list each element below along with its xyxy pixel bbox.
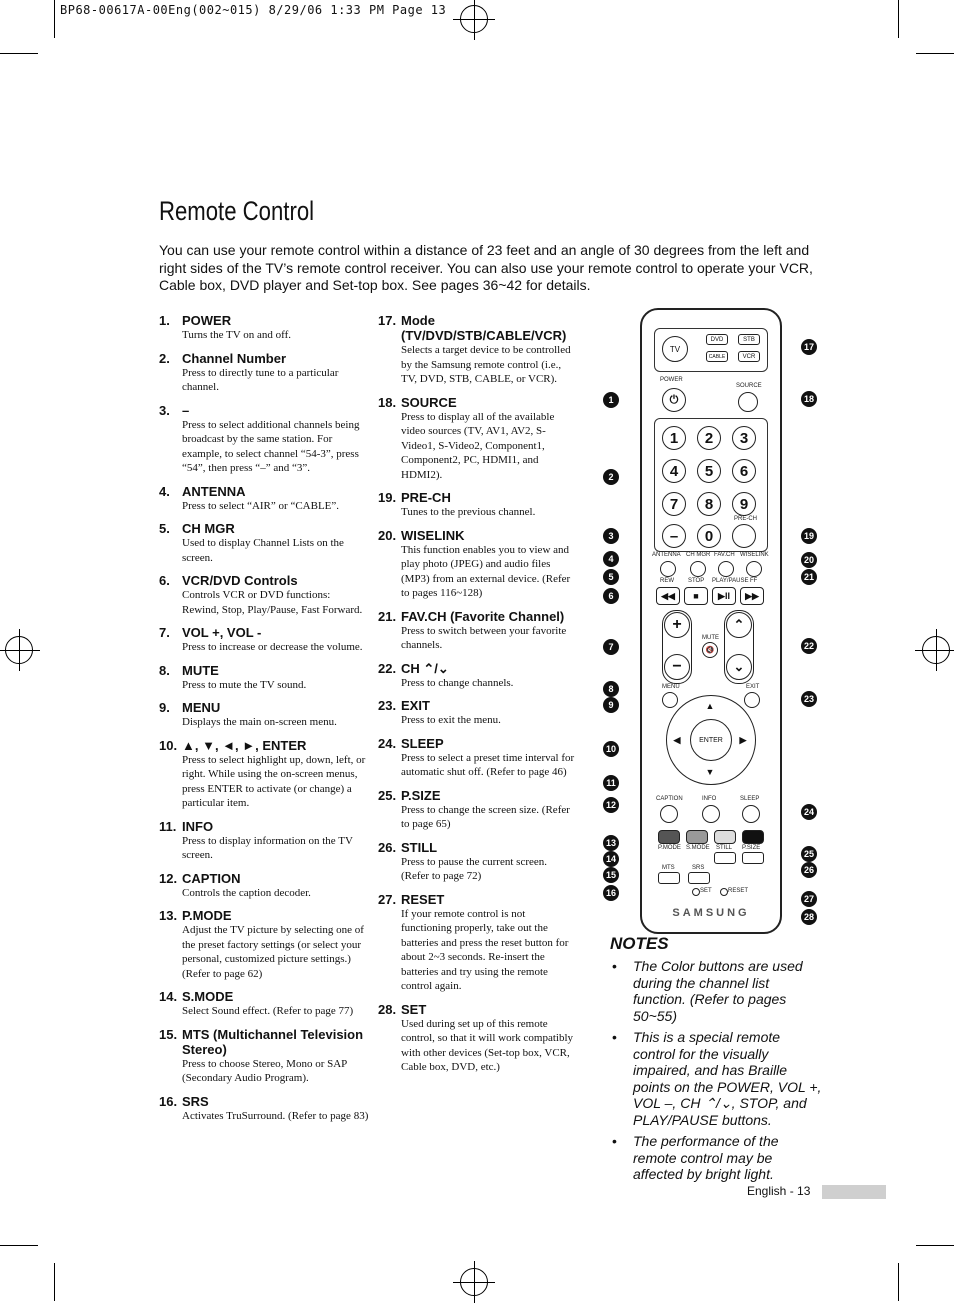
print-slug: BP68-00617A-00Eng(002~015) 8/29/06 1:33 PM Page 13 [60, 3, 447, 17]
reset-label: RESET [728, 888, 749, 894]
numbered-item [159, 663, 369, 693]
callout-22: 22 [801, 638, 817, 654]
left-arrow-button[interactable]: ◀ [670, 732, 684, 748]
item-description: Press to change channels. [401, 676, 514, 689]
source-button[interactable] [738, 392, 758, 412]
item-heading: CH ⌃/⌄ [401, 660, 449, 676]
crop-mark [898, 1263, 899, 1301]
items-column-1 [159, 313, 369, 1131]
digit-3-button[interactable]: 3 [732, 426, 756, 450]
item-description: Press to pause the current screen. (Refer to page 72) [401, 855, 548, 882]
callout-13: 13 [603, 835, 619, 851]
item-number: 27. [378, 891, 397, 907]
playpause-button[interactable]: ▶II [712, 587, 736, 605]
crop-mark [916, 53, 954, 54]
item-description: Displays the main on-screen menu. [182, 716, 337, 728]
still-button[interactable] [714, 852, 736, 864]
up-arrow-button[interactable]: ▲ [702, 699, 718, 713]
item-description: Used to display Channel Lists on the screen. [182, 537, 344, 564]
numbered-item [378, 395, 576, 483]
still-color-button[interactable] [714, 830, 736, 844]
stop-label: STOP [688, 578, 705, 584]
digit-9-button[interactable]: 9 [732, 492, 756, 516]
digit-8-button[interactable]: 8 [697, 492, 721, 516]
item-heading: P.SIZE [401, 787, 441, 803]
cable-mode-button[interactable]: CABLE [706, 351, 728, 362]
samsung-logo: SAMSUNG [672, 907, 750, 919]
item-number: 28. [378, 1001, 397, 1017]
footer-bar [822, 1185, 886, 1199]
exit-button[interactable] [744, 692, 760, 708]
callout-18: 18 [801, 391, 817, 407]
vol-down-button[interactable]: − [664, 654, 690, 680]
item-number: 25. [378, 787, 397, 803]
item-number: 13. [159, 908, 178, 923]
item-number: 22. [378, 660, 397, 676]
item-number: 15. [159, 1026, 178, 1042]
numbered-item [378, 661, 576, 691]
item-description: This function enables you to view and play photo (JPEG) and audio files (MP3) from an external device. (Refer to pages 116~128) [401, 543, 571, 599]
item-heading: Channel Number [182, 350, 287, 366]
item-number: 21. [378, 608, 397, 624]
numbered-item [159, 871, 369, 901]
callout-19: 19 [801, 528, 817, 544]
item-heading: VCR/DVD Controls [182, 573, 298, 588]
callout-25: 25 [801, 846, 817, 862]
sleep-label: SLEEP [740, 796, 760, 802]
smode-color-button[interactable] [686, 830, 708, 844]
numbered-item [159, 625, 369, 655]
numbered-item [378, 698, 576, 728]
digit-2-button[interactable]: 2 [697, 426, 721, 450]
item-heading: ▲, ▼, ◄, ►, ENTER [182, 737, 307, 753]
wiselink-button[interactable] [746, 561, 762, 577]
down-arrow-button[interactable]: ▼ [702, 765, 718, 779]
digit-6-button[interactable]: 6 [732, 459, 756, 483]
set-label: SET [700, 888, 712, 894]
favch-button[interactable] [718, 561, 734, 577]
mts-label: MTS [662, 865, 675, 871]
note-item: • This is a special remote control for the visually impaired, and has Braille points on the POWER, VOL +, VOL –, CH ⌃/⌄, STOP, and PLAY/PAUSE buttons. [610, 1029, 825, 1128]
callout-12: 12 [603, 797, 619, 813]
item-description: Press to directly tune to a particular channel. [182, 366, 339, 393]
item-heading: STILL [401, 839, 438, 855]
rew-button[interactable]: ◀◀ [656, 587, 680, 605]
antenna-label: ANTENNA [652, 552, 681, 558]
prech-label: PRE-CH [734, 516, 758, 522]
registration-mark [922, 636, 950, 664]
registration-mark [460, 1268, 488, 1296]
item-description: Press to display information on the TV screen. [182, 834, 353, 861]
item-description: Turns the TV on and off. [182, 329, 291, 341]
crop-mark [54, 1263, 55, 1301]
dash-button[interactable]: – [662, 524, 686, 548]
digit-1-button[interactable]: 1 [662, 426, 686, 450]
item-number: 7. [159, 625, 170, 640]
exit-label: EXIT [746, 684, 760, 690]
pmode-label: P.MODE [658, 845, 681, 851]
item-number: 14. [159, 989, 178, 1004]
crop-mark [898, 0, 899, 38]
item-description: Press to switch between your favorite channels. [401, 624, 567, 651]
numbered-item [378, 313, 576, 387]
item-heading: RESET [401, 891, 445, 907]
item-description: Adjust the TV picture by selecting one of the preset factory settings (or select your personal, customized picture settings.) (Refer to page 62) [182, 924, 364, 980]
srs-button[interactable] [688, 872, 710, 884]
notes-heading: NOTES [610, 934, 669, 953]
callout-10: 10 [603, 741, 619, 757]
item-heading: CH MGR [182, 521, 235, 536]
item-number: 4. [159, 483, 170, 499]
item-number: 1. [159, 313, 170, 328]
favch-label: FAV.CH [714, 552, 735, 558]
item-heading: SLEEP [401, 735, 444, 751]
numbered-item [159, 989, 369, 1019]
smode-label: S.MODE [686, 845, 710, 851]
registration-mark [460, 5, 488, 33]
reset-button[interactable] [720, 888, 728, 896]
callout-7: 7 [603, 639, 619, 655]
item-description: Tunes to the previous channel. [401, 506, 536, 518]
wiselink-label: WISELINK [740, 552, 769, 558]
item-heading: CAPTION [182, 870, 241, 886]
item-heading: MENU [182, 700, 221, 715]
callout-1: 1 [603, 392, 619, 408]
srs-label: SRS [692, 865, 705, 871]
item-description: Press to select additional channels being broadcast by the same station. For example, to select channel “54-3”, press “54”, then press “–” and “3”. [182, 418, 360, 474]
item-description: Used during set up of this remote control, so that it will work compatibly with other devices (Set-top box, VCR, Cable box, DVD, etc.) [401, 1017, 574, 1073]
source-label: SOURCE [736, 383, 762, 389]
item-heading: – [182, 402, 190, 418]
numbered-item [159, 403, 369, 476]
numbered-item [159, 908, 369, 981]
item-heading: ANTENNA [182, 483, 246, 499]
item-number: 18. [378, 394, 397, 410]
enter-button[interactable]: ENTER [690, 719, 732, 761]
numbered-item [378, 788, 576, 832]
power-label: POWER [660, 377, 683, 383]
numbered-item [159, 1027, 369, 1086]
caption-button[interactable] [660, 805, 678, 823]
callout-14: 14 [603, 851, 619, 867]
caption-label: CAPTION [656, 796, 683, 802]
item-number: 9. [159, 700, 170, 715]
item-number: 24. [378, 735, 397, 751]
stop-button[interactable]: ■ [684, 587, 708, 605]
crop-mark [916, 1245, 954, 1246]
item-description: Controls VCR or DVD functions: Rewind, Stop, Play/Pause, Fast Forward. [182, 589, 363, 616]
vol-up-button[interactable]: + [664, 612, 690, 638]
note-item: • The Color buttons are used during the channel list function. (Refer to pages 50~55) [610, 958, 825, 1024]
callout-17: 17 [801, 339, 817, 355]
callout-3: 3 [603, 528, 619, 544]
crop-mark [54, 0, 55, 38]
info-button[interactable] [702, 805, 720, 823]
psize-color-button[interactable] [742, 830, 764, 844]
item-heading: P.MODE [182, 908, 232, 923]
digit-4-button[interactable]: 4 [662, 459, 686, 483]
item-description: Activates TruSurround. (Refer to page 83) [182, 1109, 369, 1122]
tv-mode-button[interactable]: TV [662, 336, 688, 362]
crop-mark [0, 53, 38, 54]
numbered-item [159, 313, 369, 343]
callout-2: 2 [603, 469, 619, 485]
numbered-item [159, 351, 369, 395]
item-number: 23. [378, 698, 397, 713]
item-heading: POWER [182, 313, 232, 328]
item-description: Press to select “AIR” or “CABLE”. [182, 499, 340, 512]
item-description: Press to display all of the available video sources (TV, AV1, AV2, S-Video1, S-Video2, Component1, Component2, PC, HDMI1, and HDMI2). [401, 410, 555, 481]
item-description: Press to select highlight up, down, left, or right. While using the on-screen menus, press ENTER to activate (or change) a particular item. [182, 753, 366, 809]
crop-mark [0, 1245, 38, 1246]
menu-label: MENU [662, 684, 680, 690]
numbered-item [159, 819, 369, 863]
item-number: 11. [159, 818, 177, 834]
items-column-2 [378, 313, 576, 1083]
item-number: 16. [159, 1093, 178, 1109]
vcr-mode-button[interactable]: VCR [738, 351, 760, 362]
item-description: Selects a target device to be controlled by the Samsung remote control (i.e., TV, DVD, STB, CABLE, or VCR). [401, 344, 571, 385]
remote-control-illustration [640, 308, 782, 934]
intro-paragraph: You can use your remote control within a distance of 23 feet and an angle of 30 degrees from the left and right sides of the TV’s remote control receiver. You can also use your remote control to operate your VCR, Cable box, DVD player and Set-top box. See pages 36~42 for details. [159, 242, 813, 293]
sleep-button[interactable] [742, 805, 760, 823]
psize-button[interactable] [742, 852, 764, 864]
callout-27: 27 [801, 891, 817, 907]
item-heading: PRE-CH [401, 490, 451, 505]
digit-0-button[interactable]: 0 [697, 524, 721, 548]
item-heading: MUTE [182, 662, 219, 678]
callout-5: 5 [603, 569, 619, 585]
power-button[interactable]: ⏻ [662, 388, 686, 412]
callout-4: 4 [603, 551, 619, 567]
item-description: Press to select a preset time interval for automatic shut off. (Refer to page 46) [401, 751, 575, 778]
stb-mode-button[interactable]: STB [738, 334, 760, 345]
item-description: Controls the caption decoder. [182, 886, 311, 899]
chmgr-button[interactable] [690, 561, 706, 577]
item-description: Press to increase or decrease the volume. [182, 641, 363, 653]
callout-6: 6 [603, 588, 619, 604]
mute-label: MUTE [702, 635, 719, 641]
item-heading: SOURCE [401, 394, 457, 410]
item-heading: S.MODE [182, 989, 234, 1004]
numbered-item [159, 573, 369, 617]
ff-button[interactable]: ▶▶ [740, 587, 764, 605]
callout-26: 26 [801, 862, 817, 878]
prech-button[interactable] [732, 524, 756, 548]
item-heading: MTS (Multichannel Television Stereo) [182, 1026, 364, 1057]
item-number: 3. [159, 402, 170, 418]
pmode-color-button[interactable] [658, 830, 680, 844]
rew-label: REW [660, 578, 674, 584]
callout-21: 21 [801, 569, 817, 585]
callout-16: 16 [603, 885, 619, 901]
set-button[interactable] [692, 888, 700, 896]
numbered-item [378, 528, 576, 601]
menu-button[interactable] [662, 692, 678, 708]
item-number: 26. [378, 839, 397, 855]
callout-24: 24 [801, 804, 817, 820]
item-number: 20. [378, 527, 397, 543]
callout-8: 8 [603, 681, 619, 697]
item-number: 2. [159, 350, 170, 366]
item-heading: FAV.CH (Favorite Channel) [401, 608, 565, 624]
numbered-item [159, 1094, 369, 1124]
playpause-label: PLAY/PAUSE [712, 578, 749, 584]
callout-11: 11 [603, 775, 619, 791]
numbered-item [159, 484, 369, 514]
ch-up-button[interactable]: ⌃ [726, 612, 752, 638]
item-number: 8. [159, 662, 170, 678]
antenna-button[interactable] [660, 561, 676, 577]
mute-button[interactable]: 🔇 [702, 642, 718, 658]
psize-label: P.SIZE [742, 845, 761, 851]
item-heading: WISELINK [401, 527, 465, 543]
item-number: 5. [159, 521, 170, 536]
numbered-item [159, 700, 369, 730]
numbered-item [159, 738, 369, 811]
ff-label: FF [750, 578, 758, 584]
item-heading: EXIT [401, 698, 430, 713]
callout-15: 15 [603, 867, 619, 883]
page-number: English - 13 [747, 1184, 811, 1198]
registration-mark [5, 636, 33, 664]
right-arrow-button[interactable]: ▶ [736, 732, 750, 748]
callout-28: 28 [801, 909, 817, 925]
note-item: • The performance of the remote control may be affected by bright light. [610, 1133, 825, 1183]
numbered-item [159, 521, 369, 565]
item-description: Select Sound effect. (Refer to page 77) [182, 1005, 354, 1017]
chmgr-label: CH MGR [686, 552, 711, 558]
item-description: Press to choose Stereo, Mono or SAP (Secondary Audio Program). [182, 1057, 347, 1084]
numbered-item [378, 736, 576, 780]
notes-list [610, 958, 825, 1188]
item-number: 12. [159, 870, 178, 886]
digit-7-button[interactable]: 7 [662, 492, 686, 516]
ch-down-button[interactable]: ⌄ [726, 654, 752, 680]
item-number: 19. [378, 490, 397, 505]
callout-20: 20 [801, 552, 817, 568]
item-heading: SET [401, 1001, 427, 1017]
info-label: INFO [702, 796, 717, 802]
item-heading: INFO [182, 818, 214, 834]
item-description: Press to exit the menu. [401, 714, 501, 726]
numbered-item [378, 1002, 576, 1075]
items-list-2 [378, 313, 576, 1075]
item-description: Press to mute the TV sound. [182, 678, 307, 691]
numbered-item [378, 490, 576, 520]
item-number: 6. [159, 573, 170, 588]
item-heading: Mode (TV/DVD/STB/CABLE/VCR) [401, 313, 567, 343]
item-description: If your remote control is not functioning properly, take out the batteries and press the reset button for about 2~3 seconds. Re-insert the batteries and try using the remote control again. [401, 907, 569, 992]
item-description: Press to change the screen size. (Refer to page 65) [401, 803, 570, 830]
still-label: STILL [716, 845, 733, 851]
callout-9: 9 [603, 697, 619, 713]
digit-5-button[interactable]: 5 [697, 459, 721, 483]
item-heading: VOL +, VOL - [182, 625, 262, 640]
mts-button[interactable] [658, 872, 680, 884]
numbered-item [378, 892, 576, 994]
items-list-1 [159, 313, 369, 1123]
callout-23: 23 [801, 691, 817, 707]
item-number: 10. [159, 737, 178, 753]
numbered-item [378, 609, 576, 653]
item-heading: SRS [182, 1093, 209, 1109]
page-title: Remote Control [159, 196, 315, 226]
dvd-mode-button[interactable]: DVD [706, 334, 728, 345]
numbered-item [378, 840, 576, 884]
item-number: 17. [378, 313, 397, 328]
